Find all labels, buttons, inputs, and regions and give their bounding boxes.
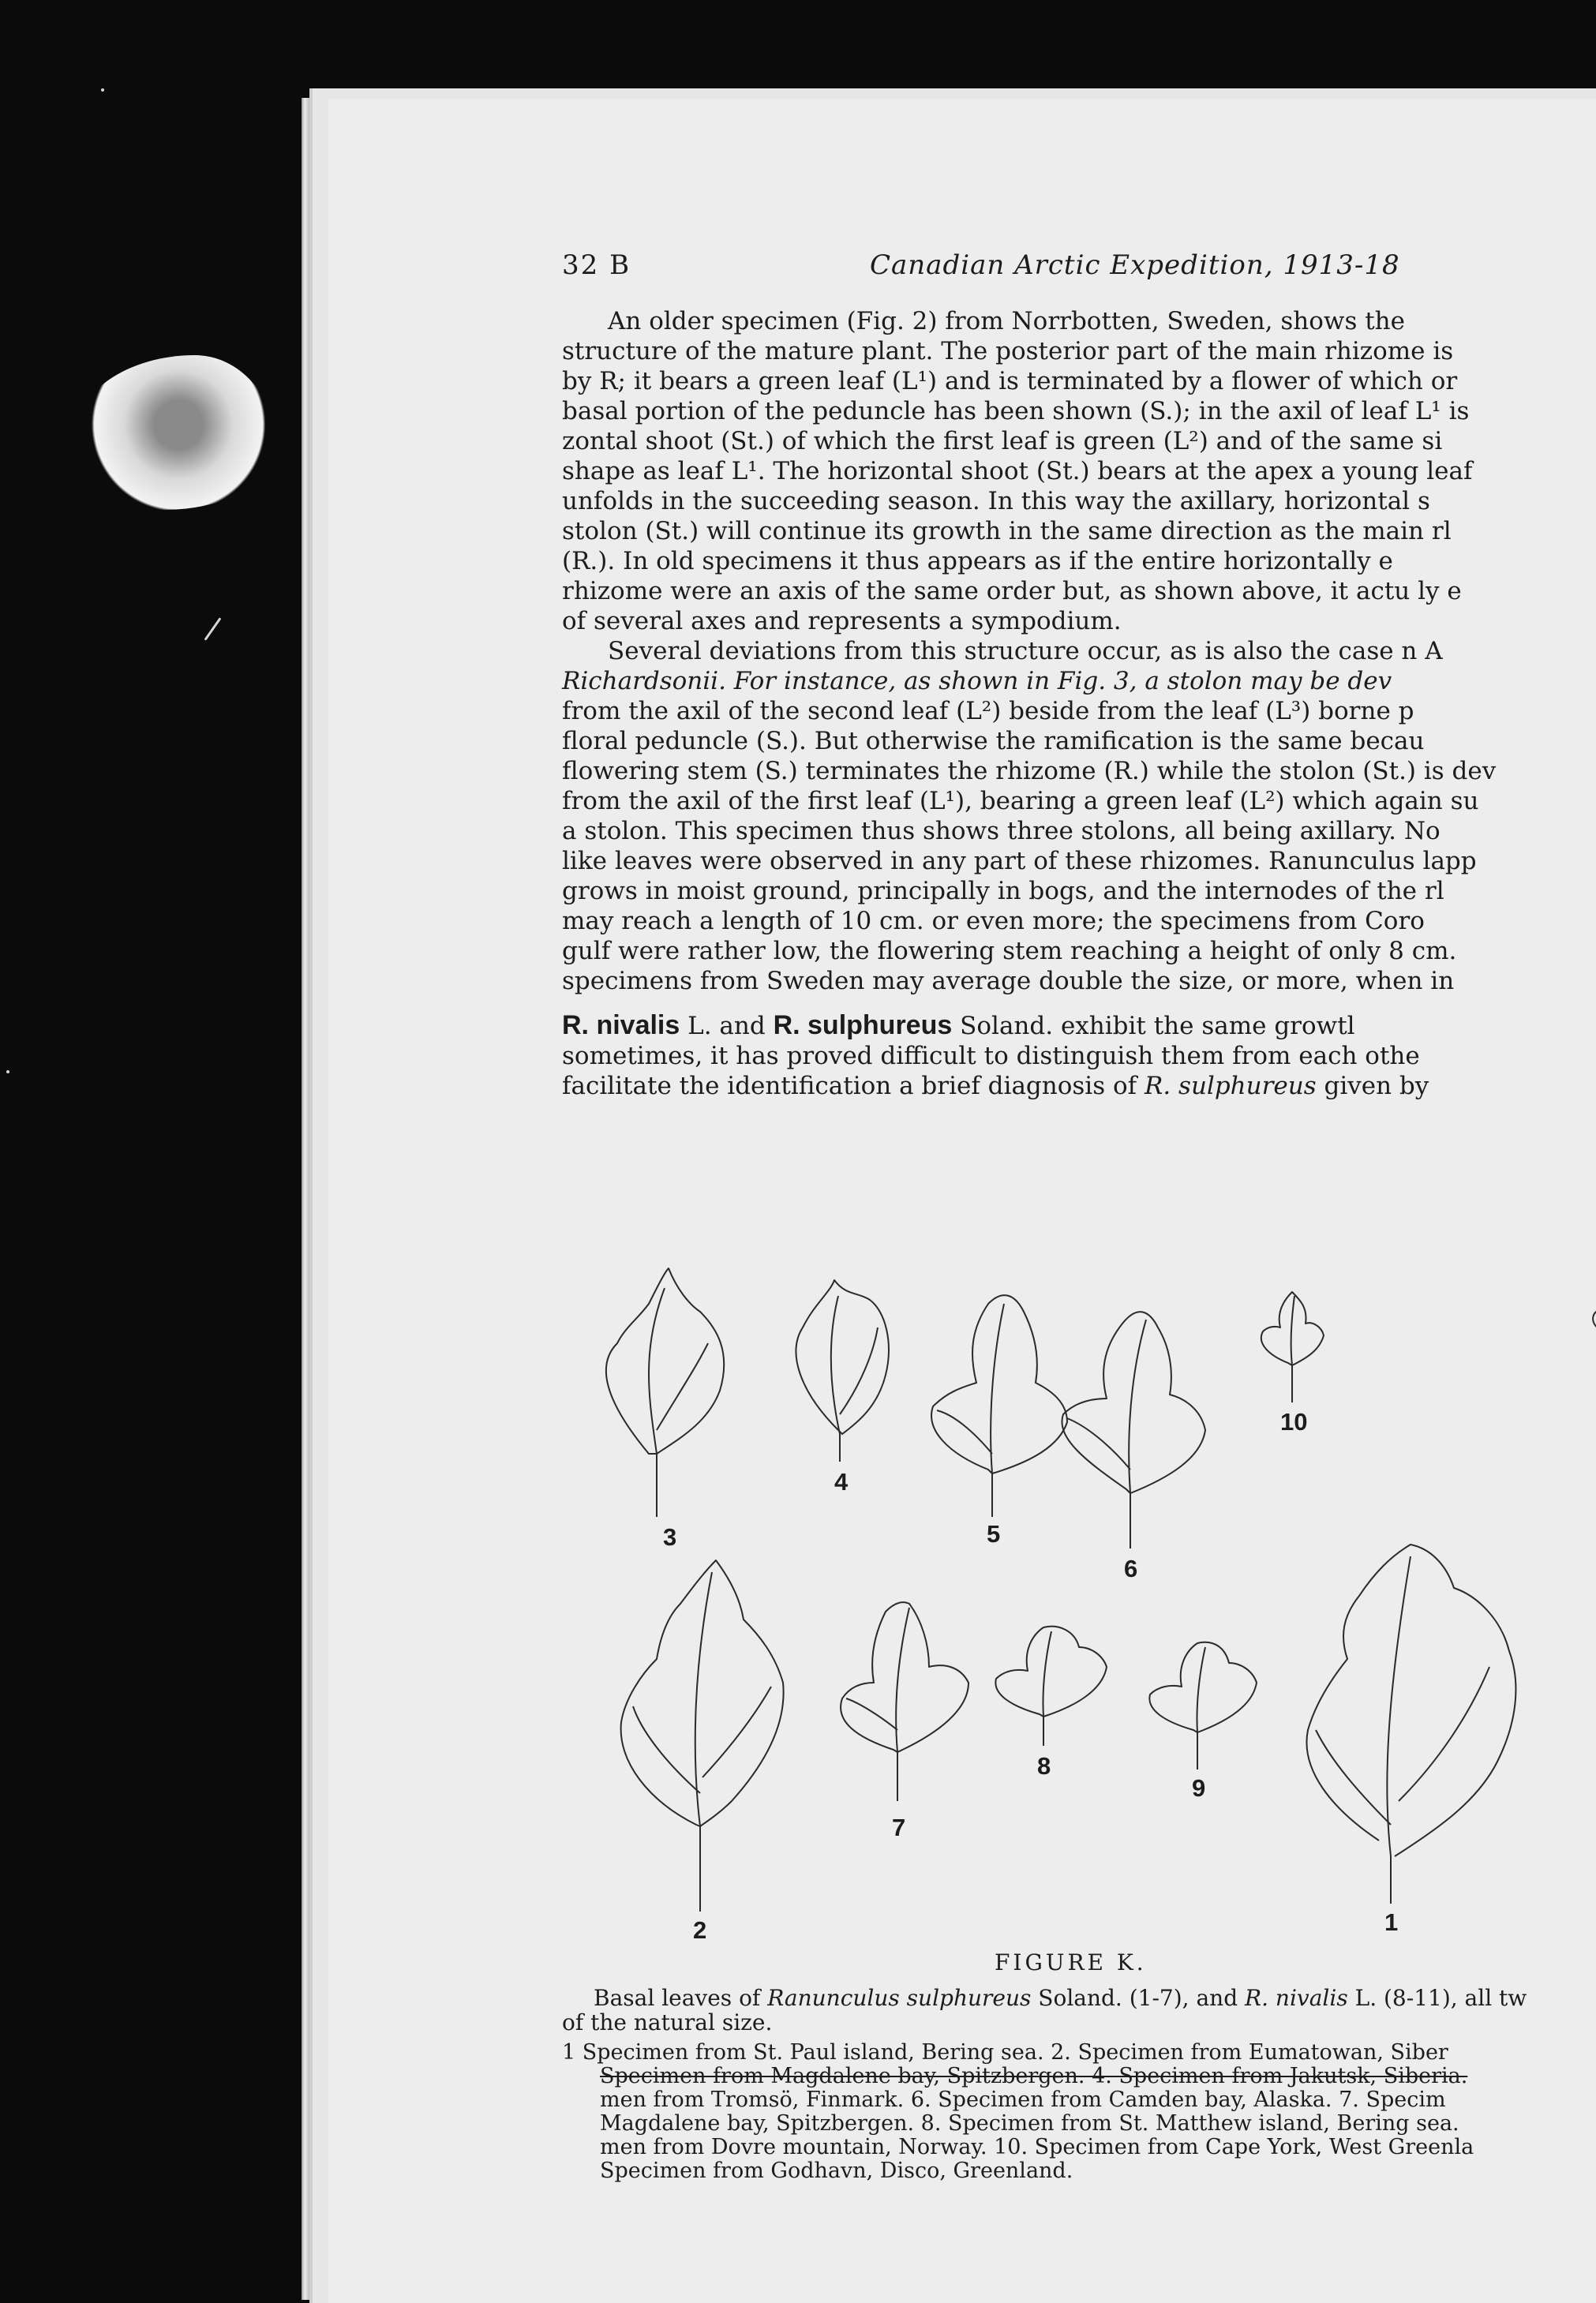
text-line: unfolds in the succeeding season. In this way the axillary, horizontal s [562,487,1430,515]
text-line: from the axil of the first leaf (L¹), bearing a green leaf (L²) which again su [562,787,1479,815]
leaf-label-6: 6 [1124,1555,1138,1582]
dust-speck [101,88,104,92]
text-line: (R.). In old specimens it thus appears as if the entire horizontally e [562,547,1393,575]
body-text [562,306,1596,1101]
page-number: 32 B [562,249,631,281]
caption-text [562,1986,1596,2035]
specimen-line: Specimen from Magdalene bay, Spitzbergen. 4. Specimen from Jakutsk, Siberia. [600,2064,1468,2088]
leaf-label-3: 3 [663,1523,677,1551]
leaf-drawing-7 [841,1602,968,1801]
paragraph-3 [562,1010,1596,1101]
leaf-label-10: 10 [1280,1408,1308,1436]
text-span: given by [1316,1072,1429,1100]
leaf-drawing-5 [931,1295,1067,1517]
text-line: structure of the mature plant. The posterior part of the main rhizome is [562,337,1454,365]
text-line: shape as leaf L¹. The horizontal shoot (St.) bears at the apex a young leaf [562,457,1473,485]
leaf-drawing-partial [1593,1302,1596,1335]
running-title: Canadian Arctic Expedition, 1913-18 [870,249,1400,281]
text-line: specimens from Sweden may average double the size, or more, when in [562,967,1455,995]
text-line: zontal shoot (St.) of which the first leaf is green (L²) and of the same si [562,427,1443,455]
specimen-line: 1 Specimen from St. Paul island, Bering sea. 2. Specimen from Eumatowan, Siber [562,2040,1448,2065]
leaf-drawing-9 [1149,1642,1257,1769]
text-line: like leaves were observed in any part of these rhizomes. Ranunculus lapp [562,847,1477,875]
text-line: may reach a length of 10 cm. or even more; the specimens from Coro [562,907,1425,935]
species-name-italic: R. sulphureus [1144,1072,1317,1100]
species-name-italic: R. nivalis [1245,1985,1348,2011]
dust-speck [6,1070,9,1073]
specimen-line: Specimen from Godhavn, Disco, Greenland. [600,2159,1073,2183]
leaf-drawing-4 [796,1280,888,1462]
text-line: Several deviations from this structure occur, as is also the case n A [608,637,1443,665]
authority: L. and [680,1012,774,1040]
caption-line-2: of the natural size. [562,2009,773,2035]
leaf-label-8: 8 [1037,1752,1051,1780]
specimen-line: men from Tromsö, Finmark. 6. Specimen from Camden bay, Alaska. 7. Specim [600,2088,1446,2112]
text-line: An older specimen (Fig. 2) from Norrbotten, Sweden, shows the [608,307,1405,335]
leaf-drawing-2 [621,1560,784,1912]
leaf-label-2: 2 [693,1916,707,1944]
specimen-list [562,2041,1596,2183]
paragraph-1 [562,306,1596,636]
leaf-drawing-3 [606,1268,724,1517]
leaf-label-5: 5 [987,1520,1001,1548]
specimen-line: Magdalene bay, Spitzbergen. 8. Specimen from St. Matthew island, Bering sea. [600,2111,1459,2136]
dust-streak [204,617,222,641]
text-line: rhizome were an axis of the same order but, as shown above, it actu ly e [562,577,1462,605]
text-line: gulf were rather low, the flowering stem reaching a height of only 8 cm. [562,937,1457,965]
leaf-label-1: 1 [1384,1908,1399,1936]
text-span: Soland. (1-7), and [1031,1985,1246,2011]
text-span: L. (8-11), all tw [1347,1985,1527,2011]
species-name-italic: Ranunculus sulphureus [767,1985,1032,2011]
leaf-label-7: 7 [892,1814,906,1841]
text-span: Basal leaves of [594,1985,768,2011]
leaf-drawing-8 [995,1627,1107,1746]
text-line: basal portion of the peduncle has been shown (S.); in the axil of leaf L¹ is [562,397,1470,425]
leaf-label-9: 9 [1192,1774,1206,1802]
page-header [562,249,1588,292]
text-line: from the axil of the second leaf (L²) beside from the leaf (L³) borne p [562,697,1414,725]
text-line: sometimes, it has proved difficult to distinguish them from each othe [562,1042,1420,1070]
figure-title: FIGURE K. [995,1949,1147,1975]
leaf-drawing-6 [1062,1312,1205,1548]
species-name: R. sulphureus [773,1010,953,1040]
text-span: facilitate the identification a brief diagnosis of [562,1072,1145,1100]
text-line [562,1071,1596,1101]
text-line: Richardsonii. For instance, as shown in Fig. 3, a stolon may be dev [562,667,1392,695]
specimen-line: men from Dovre mountain, Norway. 10. Specimen from Cape York, West Greenla [600,2135,1474,2159]
text-line: floral peduncle (S.). But otherwise the ramification is the same becau [562,727,1425,755]
leaf-drawing-1 [1306,1545,1515,1904]
leaf-drawing-10 [1261,1292,1324,1402]
text-line: grows in moist ground, principally in bogs, and the internodes of the rl [562,877,1444,905]
figure-k-leaves [562,1256,1596,1943]
text-line: stolon (St.) will continue its growth in the same direction as the main rl [562,517,1452,545]
leaf-label-4: 4 [834,1468,849,1496]
ink-blot-artifact [73,355,276,510]
text-line [562,1010,1596,1041]
leaf-drawings [562,1256,1596,1943]
text-span: Soland. exhibit the same growtl [952,1012,1355,1040]
text-line: of several axes and represents a sympodium. [562,607,1122,635]
text-line: flowering stem (S.) terminates the rhizome (R.) while the stolon (St.) is dev [562,757,1497,785]
scanned-page [328,99,1596,2303]
text-line: a stolon. This specimen thus shows three stolons, all being axillary. No [562,817,1441,845]
text-line: by R; it bears a green leaf (L¹) and is terminated by a flower of which or [562,367,1458,395]
species-name: R. nivalis [562,1010,680,1040]
paragraph-2 [562,636,1596,996]
